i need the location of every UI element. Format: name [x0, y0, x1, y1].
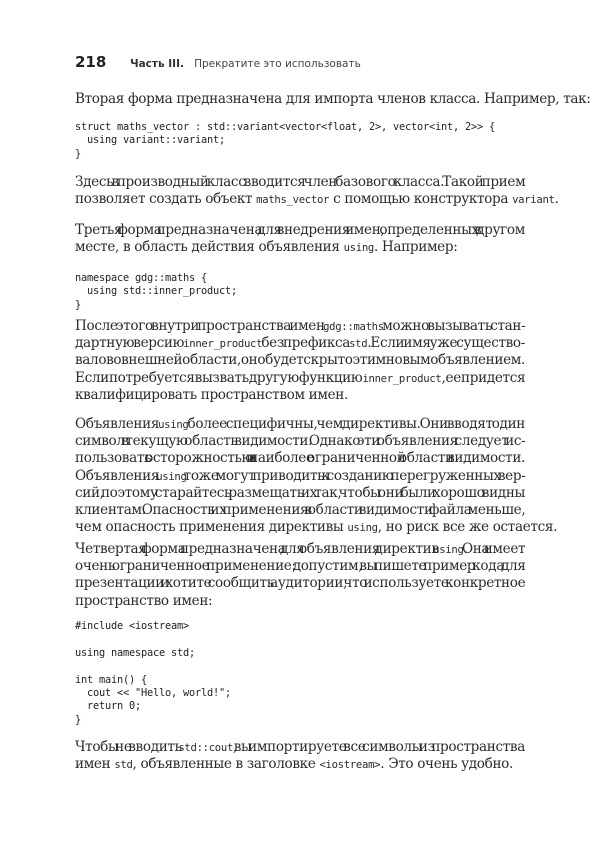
- inline-code: using: [433, 544, 464, 556]
- text-line: [75, 739, 525, 756]
- text-run: Здесь в производный класс вводится член базового класса. Такой прием: [75, 174, 526, 190]
- text-line: [75, 468, 525, 485]
- text-run: , вы импортируете все символы из пространства: [233, 739, 525, 755]
- text-run: можно вызывать стан-: [383, 318, 526, 334]
- text-line: [75, 593, 525, 610]
- text-run: , но риск все же остается.: [377, 519, 558, 536]
- code-line: }: [75, 713, 81, 726]
- running-header: [75, 52, 361, 71]
- text-line: [75, 239, 525, 256]
- inline-code: inner_product: [183, 338, 263, 351]
- inline-code: using: [343, 242, 374, 255]
- text-run: , объявленные в заголовке: [132, 756, 320, 773]
- inline-code: std::cout: [178, 742, 234, 754]
- text-run: пользовать с осторожностью и в наиболее ограниченной области видимости.: [75, 450, 525, 467]
- text-line: [75, 502, 525, 519]
- paragraph: [75, 222, 525, 256]
- text-run: чем опасность применения директивы: [75, 519, 348, 536]
- text-line: [75, 433, 525, 450]
- inline-code: using: [158, 419, 189, 431]
- text-line: [75, 541, 525, 558]
- text-run: более специфичны, чем директивы. Они вводят один: [188, 416, 525, 432]
- text-line: [75, 222, 525, 239]
- part-title: Прекратите это использовать: [194, 58, 361, 70]
- text-run: очень ограниченное применение: допустим, вы пишете пример кода для: [75, 558, 526, 575]
- text-run: Четвертая форма предназначена для объявления директив: [75, 541, 434, 557]
- text-run: символ в текущую область видимости. Однако эти объявления следует ис-: [75, 433, 526, 450]
- inline-code: inner_product: [362, 372, 442, 385]
- text-run: После этого внутри пространства имен: [75, 318, 324, 334]
- text-run: тоже могут приводить к созданию перегруженных вер-: [186, 467, 526, 484]
- text-run: месте, в область действия объявления: [75, 239, 344, 256]
- text-run: квалифицировать пространством имен.: [75, 386, 348, 403]
- code-listing: [75, 121, 525, 161]
- text-line: [75, 370, 525, 387]
- inline-code: std: [114, 759, 133, 772]
- text-run: пространство имен:: [75, 592, 213, 609]
- inline-code: maths_vector: [256, 194, 330, 207]
- code-listing: [75, 620, 525, 727]
- code-line: using namespace std;: [75, 646, 195, 659]
- text-line: [75, 450, 525, 467]
- code-listing: [75, 272, 525, 312]
- text-run: позволяет создать объект: [75, 191, 257, 208]
- text-run: Чтобы не вводить: [75, 739, 179, 755]
- paragraph: [75, 91, 591, 108]
- text-run: Объявления: [75, 416, 159, 432]
- text-line: [75, 174, 525, 191]
- text-run: . Она имеет: [463, 541, 526, 557]
- code-line: cout << "Hello, world!";: [75, 686, 231, 699]
- text-run: презентации и хотите сообщить аудитории, что используете конкретное: [75, 575, 526, 592]
- text-run: .: [554, 191, 559, 208]
- paragraph: [75, 416, 558, 536]
- paragraph: [75, 318, 525, 404]
- text-run: , ее придется: [441, 369, 526, 386]
- code-line: }: [75, 147, 81, 160]
- text-run: сий, поэтому старайтесь размещать их так, чтобы они были хорошо видны: [75, 484, 525, 501]
- text-run: Третья форма предназначена для внедрения имен, определенных в другом: [75, 222, 525, 238]
- inline-code: std: [349, 338, 368, 351]
- text-line: [75, 352, 525, 369]
- text-line: [75, 335, 525, 352]
- code-line: using std::inner_product;: [75, 285, 237, 298]
- text-run: Если потребуется вызвать другую функцию: [75, 369, 363, 386]
- code-line: namespace gdg::maths {: [75, 272, 207, 284]
- text-run: Вторая форма предназначена для импорта членов класса. Например, так:: [75, 91, 591, 107]
- text-line: [75, 485, 525, 502]
- text-run: Объявления: [75, 467, 157, 484]
- text-line: [75, 416, 525, 433]
- part-label: Часть III.: [130, 58, 184, 70]
- code-line: [75, 633, 525, 646]
- text-line: [75, 519, 558, 536]
- code-line: #include <iostream>: [75, 620, 189, 632]
- paragraph: [75, 174, 559, 208]
- text-line: [75, 558, 525, 575]
- code-line: using variant::variant;: [75, 134, 225, 147]
- text-line: [75, 191, 559, 208]
- text-run: имен: [75, 756, 115, 773]
- code-line: return 0;: [75, 700, 141, 713]
- text-line: [75, 575, 525, 592]
- inline-code: <iostream>: [319, 759, 381, 772]
- text-line: [75, 91, 591, 108]
- code-line: }: [75, 298, 81, 311]
- text-run: клиентам. Опасность их применения в области видимости файла меньше,: [75, 501, 526, 518]
- inline-code: variant: [512, 194, 555, 207]
- inline-code: gdg::maths: [323, 321, 384, 333]
- text-run: вало во внешней области, оно будет скрыто этим новым объявлением.: [75, 352, 525, 369]
- paragraph: [75, 739, 525, 773]
- text-run: . Это очень удобно.: [380, 756, 513, 773]
- code-line: int main() {: [75, 673, 147, 686]
- code-line: struct maths_vector : std::variant<vector<float, 2>, vector<int, 2>> {: [75, 121, 495, 133]
- text-run: . Например:: [373, 239, 458, 256]
- inline-code: using: [347, 522, 378, 535]
- page-number: 218: [75, 53, 107, 71]
- text-line: [75, 756, 525, 773]
- text-line: [75, 318, 525, 335]
- paragraph: [75, 541, 525, 610]
- text-line: [75, 387, 525, 404]
- inline-code: using: [156, 470, 187, 483]
- text-run: без префикса: [262, 335, 350, 352]
- text-run: . Если имя уже существо-: [367, 335, 526, 352]
- text-run: с помощью конструктора: [329, 191, 513, 208]
- text-run: дартную версию: [75, 335, 184, 352]
- code-line: [75, 660, 525, 673]
